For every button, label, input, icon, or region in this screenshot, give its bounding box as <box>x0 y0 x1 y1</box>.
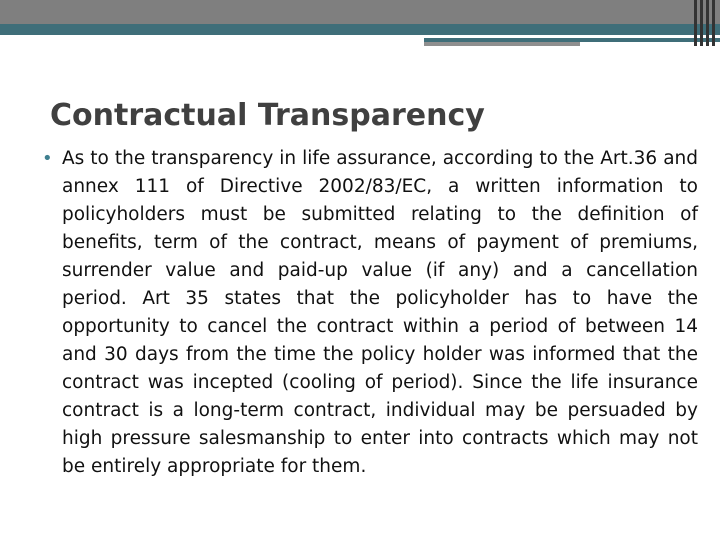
slide-content <box>42 145 698 481</box>
header-teal-bar <box>0 24 720 35</box>
header-stripe <box>706 0 709 46</box>
bullet-text: As to the transparency in life assurance, according to the Art.36 and annex 111 of Directive 2002/83/EC, a written information to policyholders must be submitted relating to the definition of benefits, term of the contract, means of payment of premiums, surrender value and paid-up value (if any) and a cancellation period. Art 35 states that the policyholder has to have the opportunity to cancel the contract within a period of between 14 and 30 days from the time the policy holder was informed that the contract was incepted (cooling of period). Since the life insurance contract is a long-term contract, individual may be persuaded by high pressure salesmanship to enter into contracts which may not be entirely appropriate for them. <box>62 148 698 477</box>
header-stripe <box>700 0 703 46</box>
bullet-item <box>42 145 698 481</box>
header-stripes <box>692 0 720 46</box>
decorative-header-band <box>0 0 720 46</box>
slide-title: Contractual Transparency <box>50 98 485 134</box>
header-stripe <box>694 0 697 46</box>
header-stripe <box>712 0 715 46</box>
header-gray-bar <box>0 0 720 24</box>
bullet-dot-icon: • <box>42 148 53 169</box>
header-accent-gray-segment <box>424 42 580 46</box>
